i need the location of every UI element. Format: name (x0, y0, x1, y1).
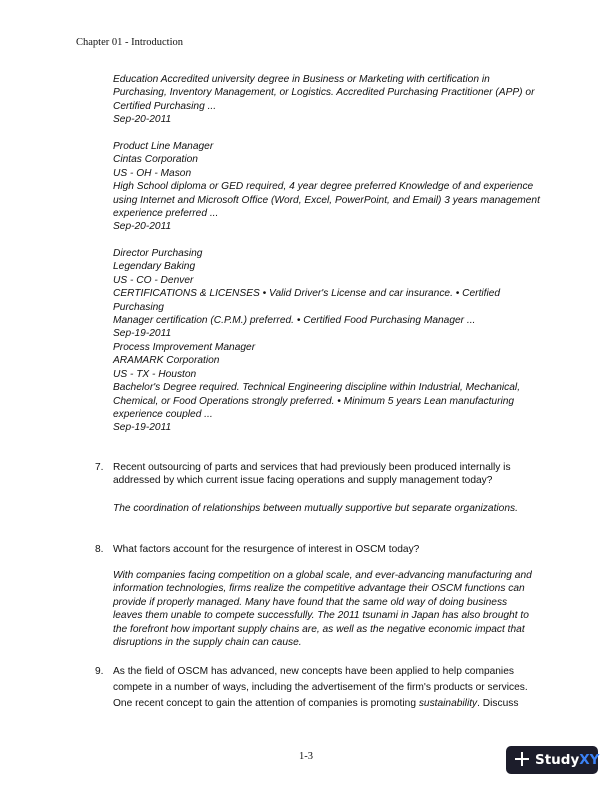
question-line-start: One recent concept to gain the attention of companies is promoting (113, 698, 419, 709)
answer-line: provide if properly managed. Many have found that the same old way of doing business (113, 596, 508, 608)
listing-company: Cintas Corporation (113, 154, 198, 166)
listing-title: Process Improvement Manager (113, 342, 256, 353)
listing-location: US - OH - Mason (113, 167, 192, 179)
job-listing (113, 341, 553, 435)
answer-line: The coordination of relationships between mutually supportive but separate organizations. (113, 503, 518, 514)
listing-line: experience coupled ... (113, 409, 213, 421)
question-line (113, 696, 543, 712)
listing-location: US - TX - Houston (113, 368, 197, 380)
question-line: compete in a number of ways, including the advertisement of the firm's products or services. (113, 682, 528, 693)
question-line: As the field of OSCM has advanced, new concepts have been applied to help companies (113, 666, 514, 677)
listing-line: experience preferred ... (113, 208, 219, 220)
listing-line: Purchasing, Inventory Management, or Logistics. Accredited Purchasing Practitioner (APP) or (113, 87, 535, 99)
listing-date: Sep-20-2011 (113, 221, 172, 233)
listing-line: Bachelor's Degree required. Technical Engineering discipline within Industrial, Mechanical, (113, 382, 521, 394)
listing-line: High School diploma or GED required, 4 year degree preferred Knowledge of and experience (113, 181, 534, 193)
question-line: What factors account for the resurgence of interest in OSCM today? (113, 544, 420, 555)
plus-icon (515, 752, 529, 766)
question-line: addressed by which current issue facing operations and supply management today? (113, 475, 493, 487)
brand-main: Study (535, 752, 580, 768)
listing-line: CERTIFICATIONS & LICENSES • Valid Driver's License and car insurance. • Certified Purchasing (113, 288, 501, 313)
listing-line: using Internet and Microsoft Office (Word, Excel, PowerPoint, and Email) 3 years management (113, 194, 540, 206)
answer-line: the forefront how important supply chains are, as well as the negative economic impact that (113, 623, 525, 635)
job-listing (113, 140, 553, 234)
question-line-end: . Discuss (477, 698, 519, 709)
listing-title: Product Line Manager (113, 141, 214, 152)
listing-line: Manager certification (C.P.M.) preferred. • Certified Food Purchasing Manager ... (113, 315, 476, 327)
brand-wordmark (535, 752, 599, 768)
question-number: 9. (95, 666, 104, 677)
answer-8 (113, 569, 543, 649)
listing-title: Director Purchasing (113, 248, 203, 259)
answer-7 (113, 502, 543, 515)
question-number: 7. (95, 462, 104, 473)
listing-line: Certified Purchasing ... (113, 100, 217, 112)
listing-line: Education Accredited university degree in Business or Marketing with certification in (113, 74, 490, 85)
question-text (113, 461, 543, 488)
listing-date: Sep-19-2011 (113, 422, 172, 434)
question-text (113, 543, 543, 556)
page-number: 1-3 (299, 751, 313, 762)
listing-date: Sep-20-2011 (113, 114, 172, 126)
question-number: 8. (95, 544, 104, 555)
job-listing (113, 73, 553, 127)
question-line: Recent outsourcing of parts and services that had previously been produced internally is (113, 462, 511, 473)
brand-accent: XY (579, 752, 600, 768)
answer-line: information technologies, firms realize the competitive advantage their OSCM functions can (113, 583, 525, 595)
question-text (113, 664, 543, 712)
answer-line: disruptions in the supply chain can cause. (113, 637, 302, 649)
studyxy-badge[interactable] (506, 746, 598, 774)
listing-company: ARAMARK Corporation (113, 355, 220, 367)
listing-location: US - CO - Denver (113, 274, 194, 286)
answer-line: With companies facing competition on a global scale, and ever-advancing manufacturing and (113, 570, 532, 581)
chapter-header: Chapter 01 - Introduction (76, 37, 184, 48)
answer-line: leaves them unable to compete successfully. The 2011 tsunami in Japan has also brought to (113, 610, 529, 622)
listing-line: Chemical, or Food Operations strongly preferred. • Minimum 5 years Lean manufacturing (113, 395, 515, 407)
emphasis-term: sustainability (418, 698, 478, 709)
listing-date: Sep-19-2011 (113, 328, 172, 340)
listing-company: Legendary Baking (113, 261, 196, 273)
job-listing (113, 247, 553, 341)
